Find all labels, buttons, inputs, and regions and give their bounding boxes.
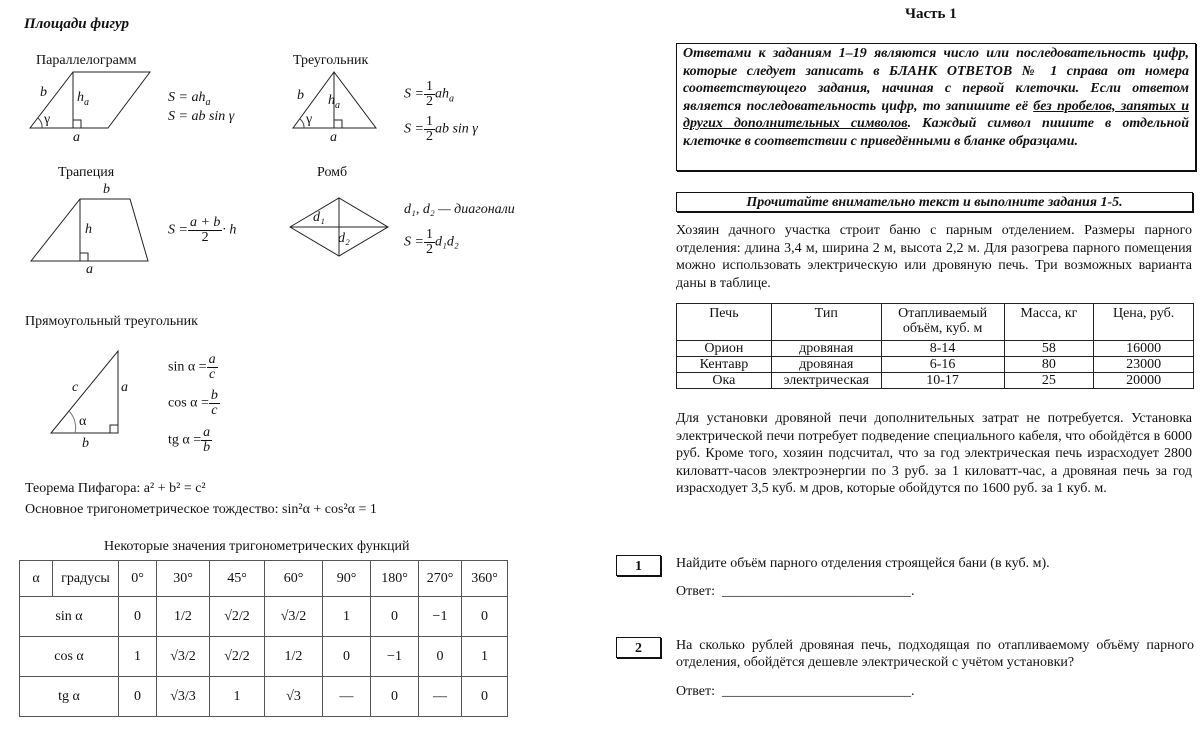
task-2-answer-field[interactable]: ___________________________. bbox=[722, 684, 915, 699]
section-title: Площади фигур bbox=[24, 16, 129, 32]
label-a: a bbox=[73, 130, 80, 145]
pythagoras-theorem: Теорема Пифагора: a² + b² = c² bbox=[25, 481, 206, 496]
task-1-answer-label: Ответ: bbox=[676, 584, 715, 599]
tri-label-h: $h_a$ bbox=[328, 93, 340, 111]
rt-label-c: c bbox=[72, 380, 79, 395]
right-triangle-title: Прямоугольный треугольник bbox=[25, 314, 198, 329]
stove-row: Орион дровяная 8-14 58 16000 bbox=[677, 341, 1194, 357]
task-1-answer-field[interactable]: ___________________________. bbox=[722, 584, 915, 599]
parallelogram-formula-2: S = ab sin γ bbox=[168, 109, 235, 124]
trig-row-sin: sin α 0 1/2 √2/2 √3/2 1 0 −1 0 bbox=[20, 597, 508, 637]
conditions-paragraph: Для установки дровяной печи дополнительных затрат не потребуется. Установка электрической печи потребует подведение специального кабеля, что обойдётся в 6000 руб. Кроме того, хозяин подсчитал, что за год электрическая печь израсходует 2800 киловатт-часов электроэнергии по 3 руб. за 1 киловатт-час, а дровяная печь за год израсходует 3,5 куб. м дров, которые обойдутся по 1600 руб. за 1 куб. м. bbox=[676, 411, 1192, 496]
trig-header-row: α градусы 0° 30° 45° 60° 90° 180° 270° 360° bbox=[20, 561, 508, 597]
trig-row-cos: cos α 1 √3/2 √2/2 1/2 0 −1 0 1 bbox=[20, 637, 508, 677]
tri-label-a: a bbox=[330, 130, 337, 145]
label-b: b bbox=[40, 85, 47, 100]
stove-header-row: Печь Тип Отапливаемый объём, куб. м Масса, кг Цена, руб. bbox=[677, 304, 1194, 341]
task-number-1: 1 bbox=[616, 555, 661, 576]
rhombus-label-d1: d₁ bbox=[313, 210, 325, 225]
stove-row: Кентавр дровяная 6-16 80 23000 bbox=[677, 357, 1194, 373]
task-1-text: Найдите объём парного отделения строящейся бани (в куб. м). bbox=[676, 556, 1050, 571]
triangle-title: Треугольник bbox=[293, 53, 369, 68]
rhombus-diagonals-note: d₁, d₂ — диагонали bbox=[404, 202, 515, 217]
trig-table-title: Некоторые значения тригонометрических функций bbox=[104, 539, 410, 554]
rhombus-formula: S = $\frac{1}{2}$ d₁d₂ bbox=[404, 227, 459, 257]
trap-label-h: h bbox=[85, 222, 92, 237]
triangle-figure bbox=[290, 70, 390, 132]
label-gamma: γ bbox=[44, 112, 51, 127]
triangle-formula-1: S = $\frac{1}{2}$ $ah_a$ bbox=[404, 79, 454, 109]
rhombus-label-d2: d₂ bbox=[338, 231, 350, 246]
parallelogram-formula-1: $S = ah_a$ bbox=[168, 90, 211, 108]
task-2-text: На сколько рублей дровяная печь, подходящая по отапливаемому объёму парного отделения, обойдётся дешевле электрической с учётом установки? bbox=[676, 638, 1194, 670]
task-number-2: 2 bbox=[616, 637, 661, 658]
sin-formula: sin α = $\frac{a}{c}$ bbox=[168, 352, 216, 382]
rt-label-b: b bbox=[82, 436, 89, 451]
tg-formula: tg α = $\frac{a}{b}$ bbox=[168, 425, 211, 455]
parallelogram-figure bbox=[28, 68, 158, 148]
rt-label-alpha: α bbox=[79, 414, 87, 429]
tri-label-gamma: γ bbox=[306, 112, 313, 127]
stove-table bbox=[676, 303, 1194, 389]
cos-formula: cos α = $\frac{b}{c}$ bbox=[168, 388, 218, 418]
rhombus-figure bbox=[288, 196, 392, 260]
trig-values-table bbox=[19, 560, 508, 717]
intro-paragraph: Хозяин дачного участка строит баню с парным отделением. Размеры парного отделения: длина 3,4 м, ширина 2 м, высота 2,2 м. Для разогрева парного помещения можно использовать электрическую или дровяную печь. Три возможных варианта даны в таблице. bbox=[676, 223, 1192, 291]
triangle-formula-2: S = $\frac{1}{2}$ ab sin γ bbox=[404, 114, 478, 144]
part-title: Часть 1 bbox=[905, 6, 957, 22]
trap-label-a: a bbox=[86, 262, 93, 277]
stove-row: Ока электрическая 10-17 25 20000 bbox=[677, 373, 1194, 389]
tri-label-b: b bbox=[297, 88, 304, 103]
parallelogram-title: Параллелограмм bbox=[36, 53, 137, 68]
trapezoid-formula: S = $\frac{a + b}{2}$ · h bbox=[168, 215, 237, 245]
trap-label-b: b bbox=[103, 182, 110, 197]
rt-label-a: a bbox=[121, 380, 128, 395]
label-h: $h_a$ bbox=[77, 90, 89, 108]
read-carefully-box: Прочитайте внимательно текст и выполните задания 1-5. bbox=[676, 192, 1193, 212]
task-2-answer-label: Ответ: bbox=[676, 684, 715, 699]
trapezoid-title: Трапеция bbox=[58, 165, 115, 180]
rhombus-title: Ромб bbox=[317, 165, 348, 180]
trig-row-tg: tg α 0 √3/3 1 √3 — 0 — 0 bbox=[20, 677, 508, 717]
trig-identity: Основное тригонометрическое тождество: sin²α + cos²α = 1 bbox=[25, 502, 377, 517]
instructions-box: Ответами к заданиям 1–19 являются число или последовательность цифр, которые следует записать в БЛАНК ОТВЕТОВ № 1 справа от номера соответствующего задания, начиная с первой клеточки. Если ответом является последовательность цифр, то запишите её без пробелов, запятых и других дополнительных символов. Каждый символ пишите в отдельной клеточке в соответствии с приведёнными в бланке образцами. bbox=[676, 43, 1196, 171]
